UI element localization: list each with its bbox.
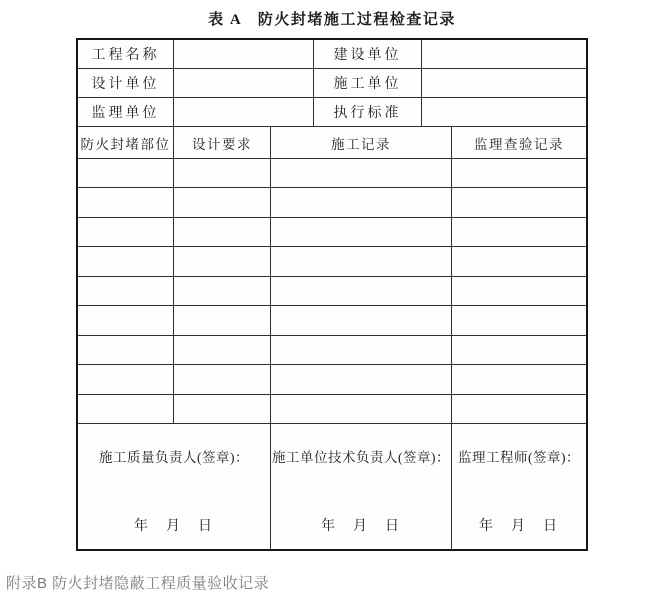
signature-label: 施工单位技术负责人(签章)： xyxy=(272,450,450,465)
info-value-executed-standard xyxy=(422,98,586,127)
blank-cell xyxy=(452,218,586,247)
blank-cell xyxy=(452,277,586,306)
inspection-record-table xyxy=(76,38,588,551)
signature-date-line: 年 月 日 xyxy=(321,519,401,534)
column-header-row xyxy=(78,127,586,159)
info-label-construction-unit: 施工单位 xyxy=(314,69,422,98)
info-label-executed-standard: 执行标准 xyxy=(314,98,422,127)
blank-cell xyxy=(452,247,586,276)
blank-cell xyxy=(271,395,452,424)
info-value-design-unit xyxy=(174,69,314,98)
blank-cell xyxy=(452,159,586,188)
blank-cell xyxy=(271,365,452,394)
info-value-project-name xyxy=(174,40,314,69)
blank-cell xyxy=(78,218,174,247)
info-value-construction-unit xyxy=(422,69,586,98)
signature-cell-technical-manager xyxy=(271,424,452,549)
appendix-caption: 附录B 防火封堵隐蔽工程质量验收记录 xyxy=(6,575,270,592)
blank-cell xyxy=(271,188,452,217)
signature-label: 监理工程师(签章)： xyxy=(458,450,580,465)
signature-date-line: 年 月 日 xyxy=(134,519,214,534)
blank-cell xyxy=(78,306,174,335)
blank-cell xyxy=(271,218,452,247)
info-value-owner-unit xyxy=(422,40,586,69)
blank-cell xyxy=(78,336,174,365)
blank-cell xyxy=(452,188,586,217)
signature-label: 施工质量负责人(签章)： xyxy=(99,450,249,465)
info-label-design-unit: 设计单位 xyxy=(78,69,174,98)
blank-cell xyxy=(78,395,174,424)
info-value-supervision-unit xyxy=(174,98,314,127)
info-section xyxy=(78,40,586,127)
blank-cell xyxy=(78,188,174,217)
blank-cell xyxy=(271,247,452,276)
blank-cell xyxy=(452,395,586,424)
signature-cell-quality-manager xyxy=(78,424,271,549)
blank-cell xyxy=(174,336,271,365)
blank-cell xyxy=(271,336,452,365)
blank-cell xyxy=(174,306,271,335)
blank-cell xyxy=(78,247,174,276)
table-title: 表 A 防火封堵施工过程检查记录 xyxy=(208,12,456,28)
column-header-supervision-check-record: 监理查验记录 xyxy=(452,127,586,159)
column-header-design-requirement: 设计要求 xyxy=(174,127,271,159)
blank-cell xyxy=(174,277,271,306)
blank-cell xyxy=(271,159,452,188)
blank-cell xyxy=(271,277,452,306)
signature-cell-supervision-engineer xyxy=(452,424,586,549)
signature-section xyxy=(78,424,586,549)
blank-cell xyxy=(174,395,271,424)
blank-cell xyxy=(271,306,452,335)
blank-rows-grid xyxy=(78,159,586,424)
info-label-owner-unit: 建设单位 xyxy=(314,40,422,69)
blank-cell xyxy=(174,188,271,217)
blank-cell xyxy=(452,365,586,394)
blank-cell xyxy=(78,277,174,306)
blank-cell xyxy=(174,247,271,276)
blank-cell xyxy=(174,365,271,394)
blank-cell xyxy=(78,365,174,394)
blank-cell xyxy=(452,306,586,335)
blank-cell xyxy=(174,218,271,247)
blank-cell xyxy=(174,159,271,188)
blank-cell xyxy=(452,336,586,365)
column-header-construction-record: 施工记录 xyxy=(271,127,452,159)
blank-cell xyxy=(78,159,174,188)
info-label-supervision-unit: 监理单位 xyxy=(78,98,174,127)
info-label-project-name: 工程名称 xyxy=(78,40,174,69)
column-header-seal-location: 防火封堵部位 xyxy=(78,127,174,159)
signature-date-line: 年 月 日 xyxy=(479,519,559,534)
